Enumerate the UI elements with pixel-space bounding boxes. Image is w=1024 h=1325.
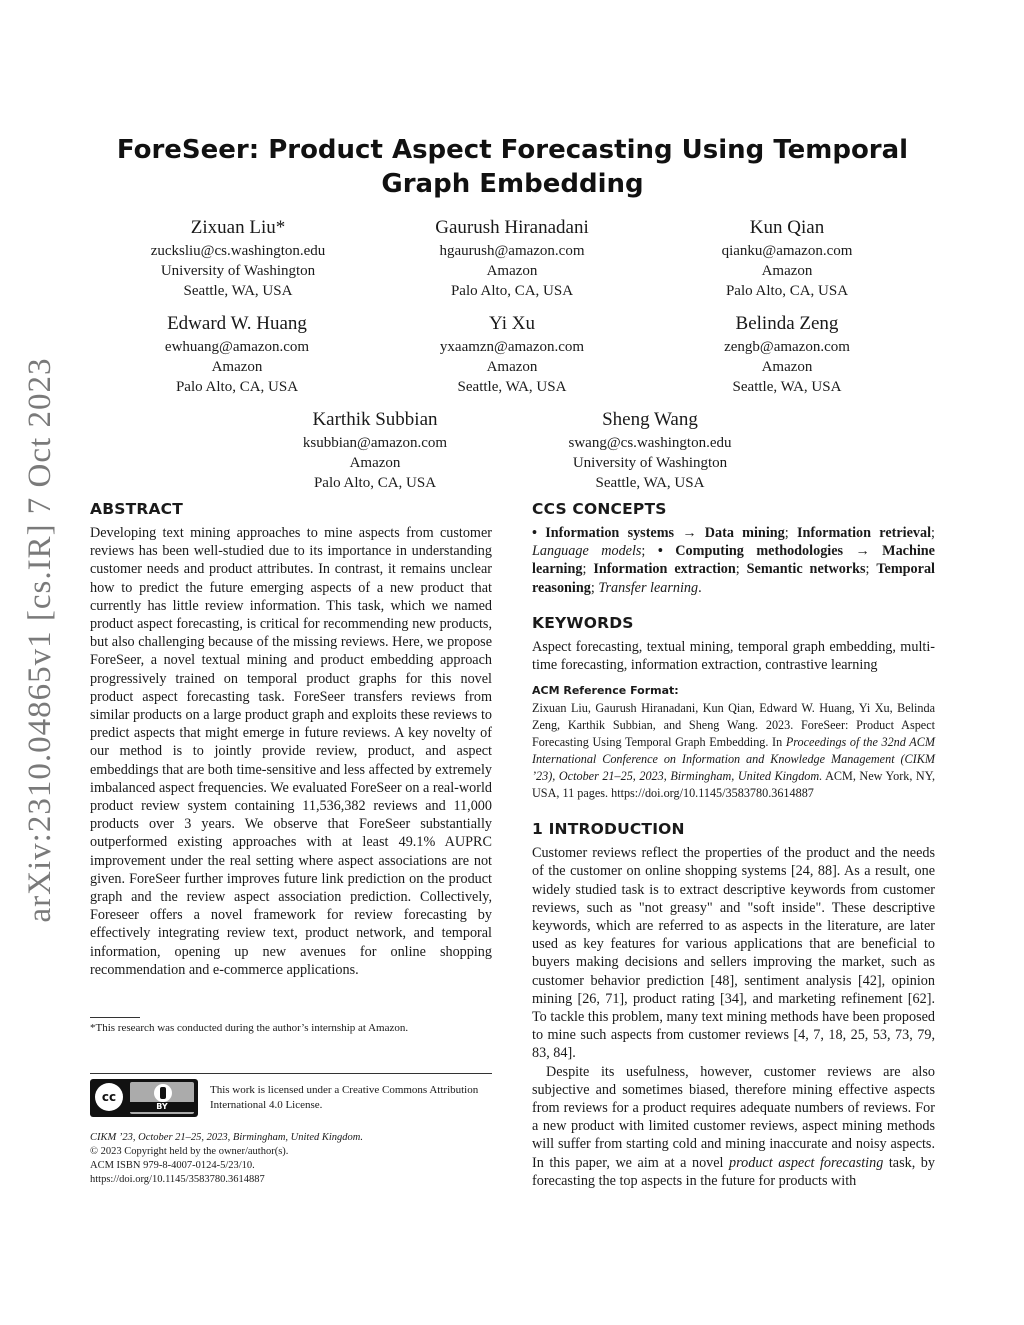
doi-link[interactable]: https://doi.org/10.1145/3583780.3614887: [90, 1174, 265, 1185]
author-card: [117, 312, 357, 397]
by-attribution-panel: [130, 1082, 194, 1114]
author-location: Seattle, WA, USA: [595, 475, 705, 491]
cc-by-license-badge: [90, 1079, 198, 1117]
ccs-concept: Information extraction: [593, 561, 736, 578]
introduction-heading: 1 INTRODUCTION: [532, 820, 685, 839]
conference-line: CIKM ’23, October 21–25, 2023, Birmingham, United Kingdom.: [90, 1132, 363, 1143]
author-affiliation: Amazon: [349, 455, 401, 471]
ccs-separator: ;: [641, 543, 658, 560]
ccs-concept: Information retrieval: [796, 525, 932, 541]
author-card: [118, 216, 358, 301]
author-location: Palo Alto, CA, USA: [725, 283, 849, 299]
author-email: qianku@amazon.com: [721, 243, 853, 259]
author-affiliation: Amazon: [486, 263, 538, 279]
acm-reference-heading: ACM Reference Format:: [532, 684, 679, 698]
ccs-separator: ;: [931, 525, 935, 541]
author-affiliation: Amazon: [761, 359, 813, 375]
author-name: Sheng Wang: [602, 409, 698, 430]
author-affiliation: Amazon: [211, 359, 263, 375]
ccs-concept: • Computing methodologies → Machine learning: [532, 543, 935, 578]
author-location: Seattle, WA, USA: [183, 283, 293, 299]
author-card: [255, 408, 495, 493]
paper-title: ForeSeer: Product Aspect Forecasting Using Temporal Graph Embedding: [116, 135, 909, 199]
intro-paragraph: Customer reviews reflect the properties of the product and the needs of the customer on online shopping systems [24, 88]. As a result, one widely studied task is to extract descriptive keywords from customer reviews, such as "not greasy" and "soft inside". These descriptive keywords, which are referred to as aspects in the literature, are later used as key features for various applications that are beneficial to buyers making decisions and sellers improving the market, such as customer behavior prediction [48], sentiment analysis [42], opinion mining [26, 71], product rating [34], and marketing refinement [62]. To tackle this problem, many text mining methods have been proposed to mine such aspects from customer reviews [4, 7, 18, 25, 53, 73, 79, 83, 84].: [532, 845, 935, 1062]
author-card: [530, 408, 770, 493]
acm-reference-authors: Zixuan Liu, Gaurush Hiranadani, Kun Qian, Edward W. Huang, Yi Xu, Belinda Zeng, Karthik Subbian, and Sheng Wang. 2023. ForeSeer: Product Aspect Forecasting Using Temporal Graph Embedding. In: [532, 701, 935, 750]
right-column: [532, 500, 935, 1190]
copyright-line: © 2023 Copyright held by the owner/author(s).: [90, 1146, 289, 1157]
intro-text: task, by forecasting the top aspects in the future for products with: [532, 1154, 935, 1189]
arxiv-identifier: arXiv:2310.04865v1 [cs.IR] 7 Oct 2023: [22, 357, 58, 923]
author-affiliation: Amazon: [486, 359, 538, 375]
author-name: Kun Qian: [749, 217, 825, 238]
author-name: Belinda Zeng: [735, 313, 839, 334]
ccs-heading: CCS CONCEPTS: [532, 500, 667, 518]
ccs-concept: Semantic networks: [746, 561, 866, 578]
attribution-person-icon: [154, 1084, 172, 1102]
ccs-concept: Transfer learning: [598, 579, 699, 596]
acm-reference-text: [532, 700, 935, 802]
author-email: ewhuang@amazon.com: [164, 339, 310, 355]
author-name: Karthik Subbian: [312, 409, 438, 430]
ccs-separator: .: [698, 579, 702, 596]
author-location: Palo Alto, CA, USA: [313, 475, 437, 491]
ccs-separator: ;: [735, 561, 747, 578]
ccs-concept: Language models: [532, 543, 642, 560]
publication-metadata: [90, 1131, 492, 1187]
ccs-separator: ;: [582, 561, 594, 578]
author-name: Edward W. Huang: [167, 313, 307, 334]
ccs-concept: Temporal reasoning: [532, 561, 935, 596]
author-card: [667, 216, 907, 301]
footnote: *This research was conducted during the author’s internship at Amazon.: [90, 1022, 409, 1034]
author-location: Seattle, WA, USA: [732, 379, 842, 395]
author-location: Palo Alto, CA, USA: [175, 379, 299, 395]
left-column: [90, 500, 492, 979]
abstract-heading: ABSTRACT: [90, 500, 184, 518]
author-name: Gaurush Hiranadani: [435, 217, 589, 238]
author-email: yxaamzn@amazon.com: [439, 339, 585, 355]
footnote-divider: [90, 1017, 140, 1018]
author-name: Zixuan Liu*: [190, 217, 286, 238]
acm-reference-publisher: ACM, New York, NY, USA, 11 pages. https://doi.org/10.1145/3583780.3614887: [532, 769, 935, 801]
ccs-separator: ;: [865, 561, 877, 578]
author-email: zengb@amazon.com: [724, 339, 850, 355]
author-name: Yi Xu: [489, 313, 535, 334]
author-email: hgaurush@amazon.com: [439, 243, 585, 259]
author-affiliation: University of Washington: [572, 455, 728, 471]
license-text: This work is licensed under a Creative Commons Attribution International 4.0 License.: [210, 1084, 479, 1111]
author-location: Seattle, WA, USA: [457, 379, 567, 395]
ccs-separator: ;: [784, 525, 797, 541]
author-affiliation: Amazon: [761, 263, 813, 279]
author-location: Palo Alto, CA, USA: [450, 283, 574, 299]
ccs-concept: • Information systems → Data mining: [532, 525, 785, 541]
by-label: BY: [130, 1102, 194, 1112]
author-email: ksubbian@amazon.com: [302, 435, 448, 451]
author-card: [392, 312, 632, 397]
license-divider: [90, 1073, 492, 1074]
ccs-separator: ;: [590, 579, 599, 596]
author-email: swang@cs.washington.edu: [568, 435, 732, 451]
intro-emphasis: product aspect forecasting: [729, 1154, 884, 1171]
keywords-text: Aspect forecasting, textual mining, temporal graph embedding, multi-time forecasting, information extraction, contrastive learning: [532, 638, 935, 674]
author-card: [667, 312, 907, 397]
intro-text: Despite its usefulness, however, customer reviews are also subjective and sometimes biased, therefore mining effective aspects from reviews for a product requires adequate numbers of reviews. For a new product with limited customer reviews, aspect mining methods will suffer from starting cold and mining inaccurate and noisy aspects. In this paper, we aim at a novel: [532, 1063, 935, 1171]
author-affiliation: University of Washington: [160, 263, 316, 279]
author-email: zucksliu@cs.washington.edu: [150, 243, 326, 259]
isbn-line: ACM ISBN 979-8-4007-0124-5/23/10.: [90, 1160, 255, 1171]
abstract-text: Developing text mining approaches to mine aspects from customer reviews has been well-studied due to its importance in understanding customer needs and product attributes. In contrast, it remains unclear how to predict the future emerging aspects of a new product that currently has little review information. This task, which we named product aspect forecasting, is critical for recommending new products, but also challenging because of the missing reviews. Here, we propose ForeSeer, a novel textual mining and product embedding approach progressively trained on temporal product graphs for this novel product aspect forecasting task. ForeSeer transfers reviews from similar products on a large product graph and exploits these reviews to predict aspects that might emerge in future reviews. A key novelty of our method is to jointly provide review, product, and aspect embeddings that are both time-sensitive and less affected by extremely imbalanced aspect frequencies. We evaluated ForeSeer on a real-world product review system containing 11,536,382 reviews and 11,000 products over 3 years. We observe that ForeSeer substantially outperformed existing approaches with at least 49.1% AUPRC improvement under the real setting where aspect associations are not given. ForeSeer further improves future link prediction on the product graph and the review aspect association prediction. Collectively, Foreseer offers a novel framework for review forecasting by effectively integrating review text, product network, and temporal information, opening up new avenues for online shopping recommendation and e-commerce applications.: [90, 525, 492, 978]
creative-commons-icon: cc: [95, 1083, 123, 1111]
ccs-concepts: [532, 524, 935, 597]
intro-paragraph: [532, 1063, 935, 1190]
author-card: [392, 216, 632, 301]
acm-reference-venue: Proceedings of the 32nd ACM International Conference on Information and Knowledge Management (CIKM ’23), October 21–25, 2023, Birmingham, United Kingdom.: [532, 735, 935, 784]
keywords-heading: KEYWORDS: [532, 613, 634, 632]
